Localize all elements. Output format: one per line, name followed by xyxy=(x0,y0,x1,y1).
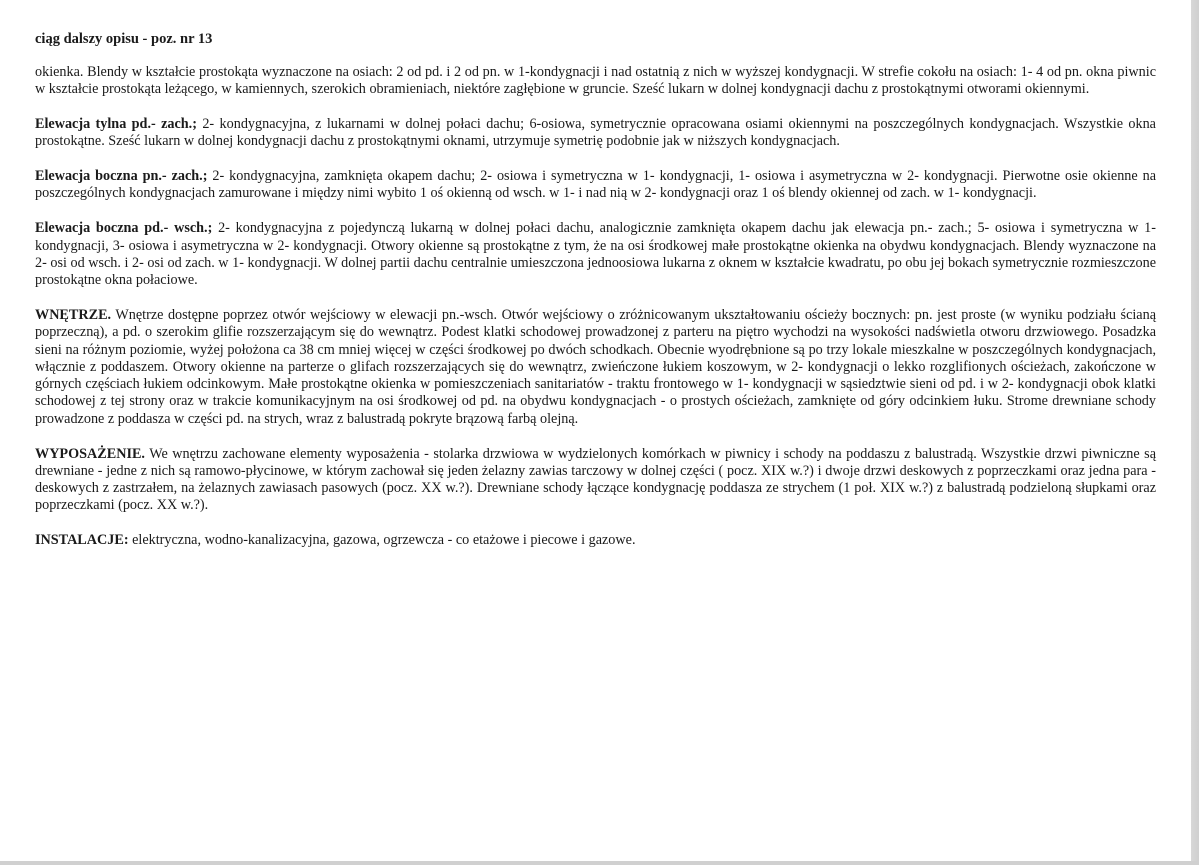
paragraph-text: 2- kondygnacyjna, zamknięta okapem dachu; 2- osiowa i symetryczna w 1- kondygnacji, 1- osiowa i asymetryczna w 2- kondygnacji. Pierwotne osie okienne na poszczególnych kondygnacjach zamurowane i między nimi wybito 1 oś okienną od wsch. w 1- i nad nią w 2- kondygnacji oraz 1 oś blendy okiennej od zach. w 1- kondygnacji. xyxy=(35,168,1157,202)
paragraph-wnetrze xyxy=(35,307,1156,428)
paragraph-text: 2- kondygnacyjna, z lukarnami w dolnej połaci dachu; 6-osiowa, symetrycznie opracowana osiami okiennymi na poszczególnych kondygnacjach. Wszystkie okna prostokątne. Sześć lukarn w dolnej kondygnacji dachu z prostokątnymi oknami, utrzymuje symetrię podobnie jak w niższych kondygnacjach. xyxy=(35,116,1156,150)
paragraph-elewacja-boczna-pn-zach xyxy=(35,168,1156,203)
paragraph-lead: Elewacja boczna pn.- zach.; xyxy=(35,168,208,185)
paragraph-okienka xyxy=(35,64,1156,99)
scan-edge-right xyxy=(1191,0,1199,865)
paragraph-lead: WYPOSAŻENIE. xyxy=(35,445,145,462)
paragraph-lead: INSTALACJE: xyxy=(35,532,129,549)
paragraph-wyposazenie xyxy=(35,446,1156,515)
paragraph-lead: WNĘTRZE. xyxy=(35,306,112,323)
document-body xyxy=(35,64,1156,567)
paragraph-elewacja-tylna xyxy=(35,116,1156,151)
page-header: ciąg dalszy opisu - poz. nr 13 xyxy=(35,31,213,47)
paragraph-lead: Elewacja boczna pd.- wsch.; xyxy=(35,220,213,237)
paragraph-text: We wnętrzu zachowane elementy wyposażenia - stolarka drzwiowa w wydzielonych komórkach w piwnicy i schody na poddaszu z balustradą. Wszystkie drzwi piwniczne są drewniane - jedne z nich są ramowo-płycinowe, w którym zachował się jeden żelazny zawias tarczowy w dolnej części ( pocz. XIX w.?) i dwoje drzwi deskowych z poprzeczkami oraz jedna para - deskowych z zastrzałem, na żelaznych zawiasach pasowych (pocz. XX w.?). Drewniane schody łączące kondygnację poddasza ze strychem (1 poł. XIX w.?) z balustradą podzieloną słupkami oraz poprzeczkami (pocz. XX w.?). xyxy=(35,445,1156,514)
paragraph-elewacja-boczna-pd-wsch xyxy=(35,220,1156,289)
paragraph-lead: Elewacja tylna pd.- zach.; xyxy=(35,116,197,133)
scan-edge-bottom xyxy=(0,861,1199,865)
paragraph-text: elektryczna, wodno-kanalizacyjna, gazowa, ogrzewcza - co etażowe i piecowe i gazowe. xyxy=(128,532,636,549)
paragraph-text: okienka. Blendy w kształcie prostokąta wyznaczone na osiach: 2 od pd. i 2 od pn. w 1-kondygnacji i nad ostatnią z nich w wyższej kondygnacji. W strefie cokołu na osiach: 1- 4 od pn. okna piwnic w kształcie prostokąta leżącego, w kamiennych, szerokich obramieniach, niektóre zagłębione w gruncie. Sześć lukarn w dolnej kondygnacji dachu z prostokątnymi otworami okiennymi. xyxy=(35,64,1156,98)
paragraph-text: 2- kondygnacyjna z pojedynczą lukarną w dolnej połaci dachu, analogicznie zamknięta okapem dachu jak elewacja pn.- zach.; 5- osiowa i symetryczna w 1- kondygnacji, 3- osiowa i asymetryczna w 2- kondygnacji. Otwory okienne są prostokątne z tym, że na osi środkowej małe prostokątne okienka na obydwu kondygnacjach. Blendy wyznaczone na 2- osi od wsch. i 2- osi od zach. w 1- kondygnacji. W dolnej partii dachu centralnie umieszczona jednoosiowa lukarna z oknem w kształcie kwadratu, po obu jej bokach symetrycznie rozmieszczone prostokątne okna połaciowe. xyxy=(35,220,1156,289)
paragraph-instalacje xyxy=(35,532,1156,549)
paragraph-text: Wnętrze dostępne poprzez otwór wejściowy w elewacji pn.-wsch. Otwór wejściowy o zróżnicowanym ukształtowaniu ościeży bocznych: pn. jest proste (w wyniku podziału ścianą poprzeczną), a pd. o szerokim glifie rozszerzającym się do wewnątrz. Podest klatki schodowej prowadzonej z parteru na piętro wychodzi na wysokości nadświetla otworu drzwiowego. Posadzka sieni na różnym poziomie, wyżej położona ca 38 cm mniej więcej w części środkowej po dwóch schodkach. Obecnie wyodrębnione są po trzy lokale mieszkalne w poszczególnych kondygnacjach, włącznie z poddaszem. Otwory okienne na parterze o glifach rozszerzających się do wewnątrz, zwieńczone łukiem koszowym, w 2- kondygnacji o lekko rozglifionych ościeżach, zakończone w górnych częściach łukiem odcinkowym. Małe prostokątne okienka w pomieszczeniach sanitariatów - traktu frontowego w 1- kondygnacji w sąsiedztwie sieni od pd. i w 2- kondygnacji obok klatki schodowej z tej strony oraz w trakcie komunikacyjnym na osi środkowej od pd. na obydwu kondygnacjach - o prostych ościeżach, zamknięte od góry odcinkiem łuku. Strome drewniane schody prowadzone z poddasza w części pd. na strych, wraz z balustradą pokryte brązową farbą olejną. xyxy=(35,306,1156,427)
